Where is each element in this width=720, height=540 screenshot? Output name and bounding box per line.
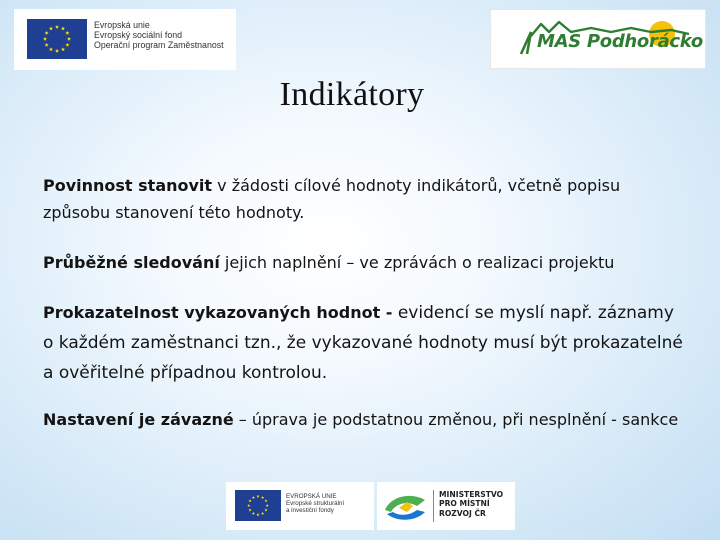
mmr-logo-icon (377, 482, 433, 530)
eu-esf-logo-text (94, 20, 224, 50)
eu-flag-icon (235, 490, 281, 521)
slide-title: Indikátory (279, 76, 425, 113)
paragraph-prubezne-sledovani (43, 249, 683, 276)
eu-structural-line-2: Evropské strukturální (286, 500, 345, 508)
eu-structural-line-3: a investiční fondy (286, 507, 334, 515)
eu-structural-logo-text (286, 493, 344, 514)
paragraph-prokazatelnost (43, 298, 683, 388)
mmr-line-3: ROZVOJ ČR (439, 508, 486, 518)
mas-podhoracko-logo (490, 9, 706, 69)
paragraph-1-bold: Povinnost stanovit (43, 176, 213, 195)
mmr-line-2: PRO MÍSTNÍ (439, 499, 490, 509)
paragraph-3-text: evidencí se myslí např. záznamy o každém zaměstnanci tzn., že vykazované hodnoty musí být prokazatelné a ověřitelné případnou kontrolou. (43, 303, 683, 383)
paragraph-3-bold: Prokazatelnost vykazovaných hodnot - (43, 303, 393, 322)
eu-structural-funds-logo (226, 482, 374, 530)
eu-flag-icon (27, 19, 87, 59)
mmr-ministry-logo (377, 482, 515, 530)
mmr-divider (433, 490, 434, 522)
eu-esf-line-2: Evropský sociální fond (94, 30, 183, 41)
paragraph-povinnost (43, 172, 683, 226)
eu-structural-line-1: EVROPSKÁ UNIE (286, 493, 337, 500)
eu-esf-logo (14, 9, 236, 70)
paragraph-1-text: v žádosti cílové hodnoty indikátorů, včetně popisu způsobu stanovení této hodnoty. (43, 176, 621, 222)
mmr-line-1: MINISTERSTVO (439, 490, 504, 499)
eu-esf-line-3: Operační program Zaměstnanost (94, 40, 224, 51)
paragraph-nastaveni (43, 406, 683, 433)
mmr-logo-text (439, 490, 503, 518)
paragraph-4-bold: Nastavení je závazné (43, 410, 234, 429)
mas-logo-text: MAS Podhorácko (537, 31, 703, 52)
eu-esf-line-1: Evropská unie (94, 20, 150, 30)
paragraph-2-bold: Průběžné sledování (43, 253, 220, 272)
paragraph-4-text: – úprava je podstatnou změnou, při nesplnění - sankce (233, 410, 679, 429)
paragraph-2-text: jejich naplnění – ve zprávách o realizaci projektu (219, 253, 615, 272)
